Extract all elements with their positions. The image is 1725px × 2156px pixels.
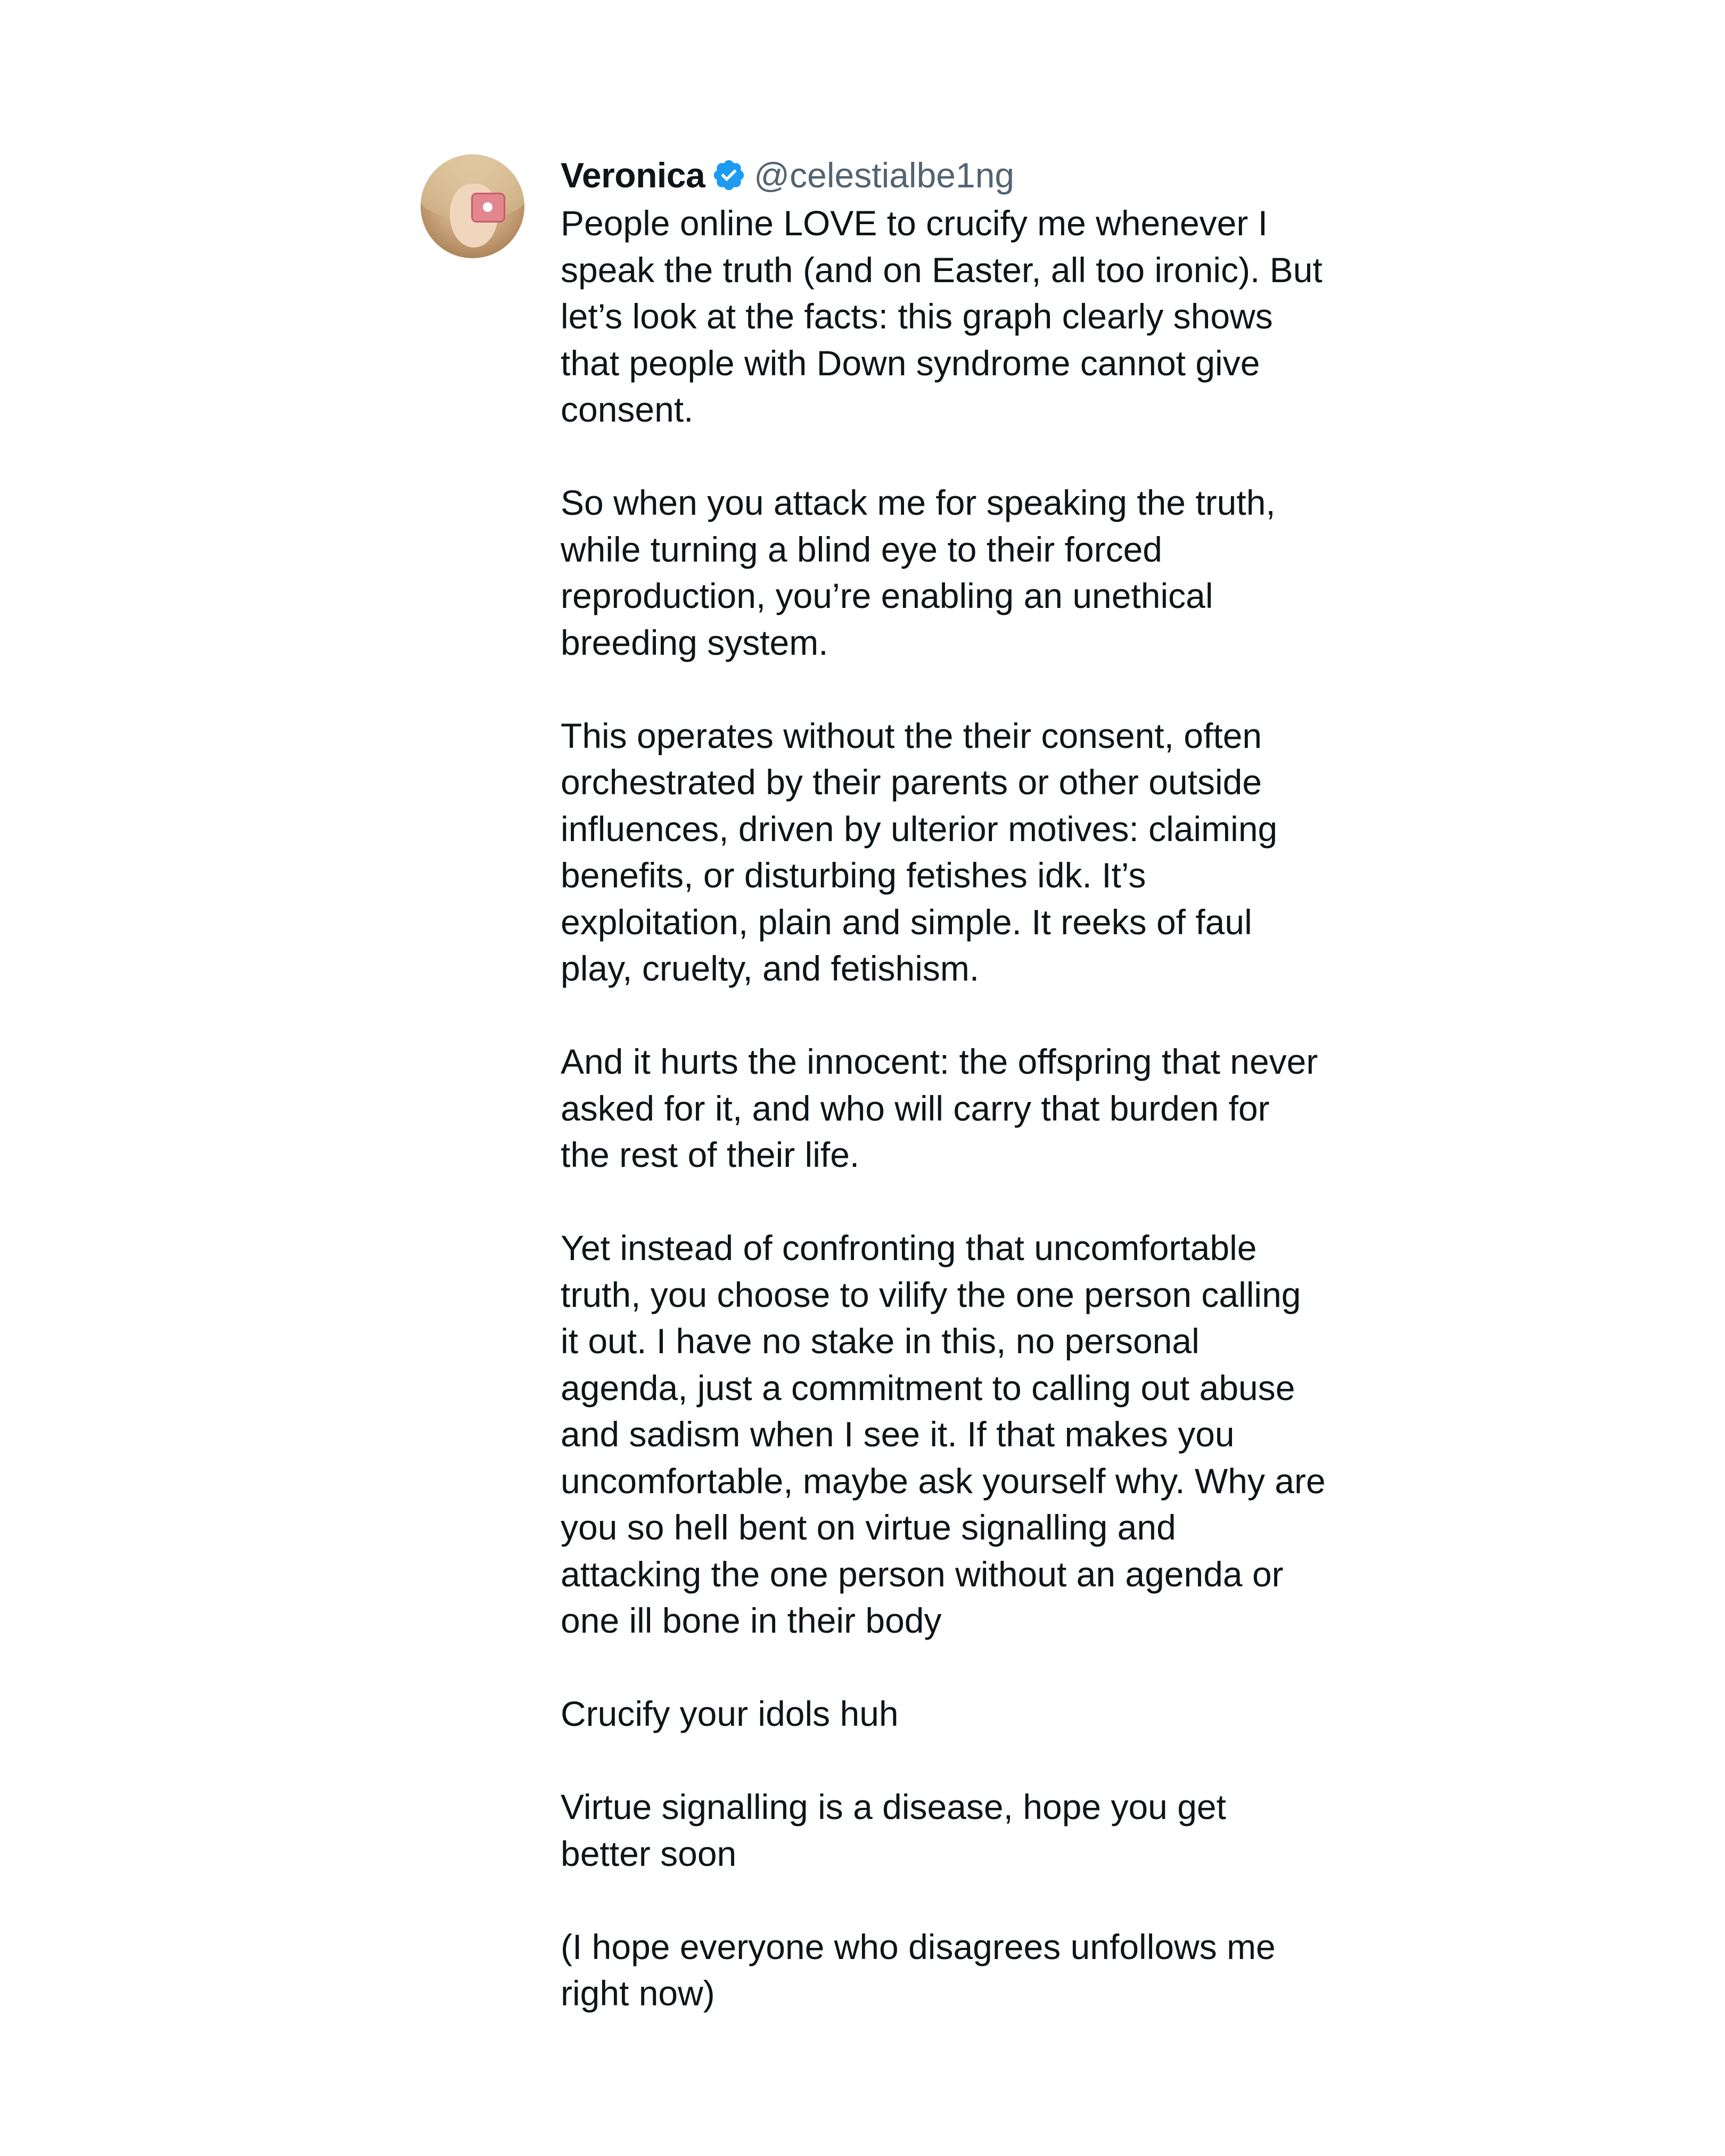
tweet-paragraph: Yet instead of confronting that uncomfortable truth, you choose to vilify the one person calling it out. I have no stake in this, no personal agenda, just a commitment to calling out abuse and sadism when I see it. If that makes you uncomfortable, maybe ask yourself why. Why are you so hell bent on virtue signalling and attacking the one person without an agenda or one ill bone in their body <box>561 1228 1326 1640</box>
verified-badge-icon <box>711 158 746 193</box>
tweet-content <box>561 154 1326 2017</box>
tweet-paragraph: Crucify your idols huh <box>561 1694 899 1733</box>
display-name[interactable]: Veronica <box>561 155 705 195</box>
tweet-paragraph: (I hope everyone who disagrees unfollows me right now) <box>561 1927 1276 2013</box>
handle[interactable]: @celestialbe1ng <box>754 155 1015 195</box>
tweet-paragraph: And it hurts the innocent: the offspring that never asked for it, and who will carry that burden for the rest of their life. <box>561 1042 1318 1174</box>
tweet-body <box>561 200 1326 2017</box>
tweet-card <box>421 154 1326 2017</box>
avatar[interactable] <box>421 154 524 258</box>
tweet-paragraph: People online LOVE to crucify me whenever I speak the truth (and on Easter, all too ironic). But let’s look at the facts: this graph clearly shows that people with Down syndrome cannot give consent. <box>561 203 1322 429</box>
avatar-camera <box>471 193 505 223</box>
tweet-header <box>561 151 1326 199</box>
tweet-paragraph: This operates without the their consent, often orchestrated by their parents or other outside influences, driven by ulterior motives: claiming benefits, or disturbing fetishes idk. It’s exploitation, plain and simple. It reeks of faul play, cruelty, and fetishism. <box>561 715 1278 988</box>
tweet-paragraph: So when you attack me for speaking the truth, while turning a blind eye to their forced reproduction, you’re enabling an unethical breeding system. <box>561 483 1276 662</box>
tweet-paragraph: Virtue signalling is a disease, hope you get better soon <box>561 1787 1226 1873</box>
